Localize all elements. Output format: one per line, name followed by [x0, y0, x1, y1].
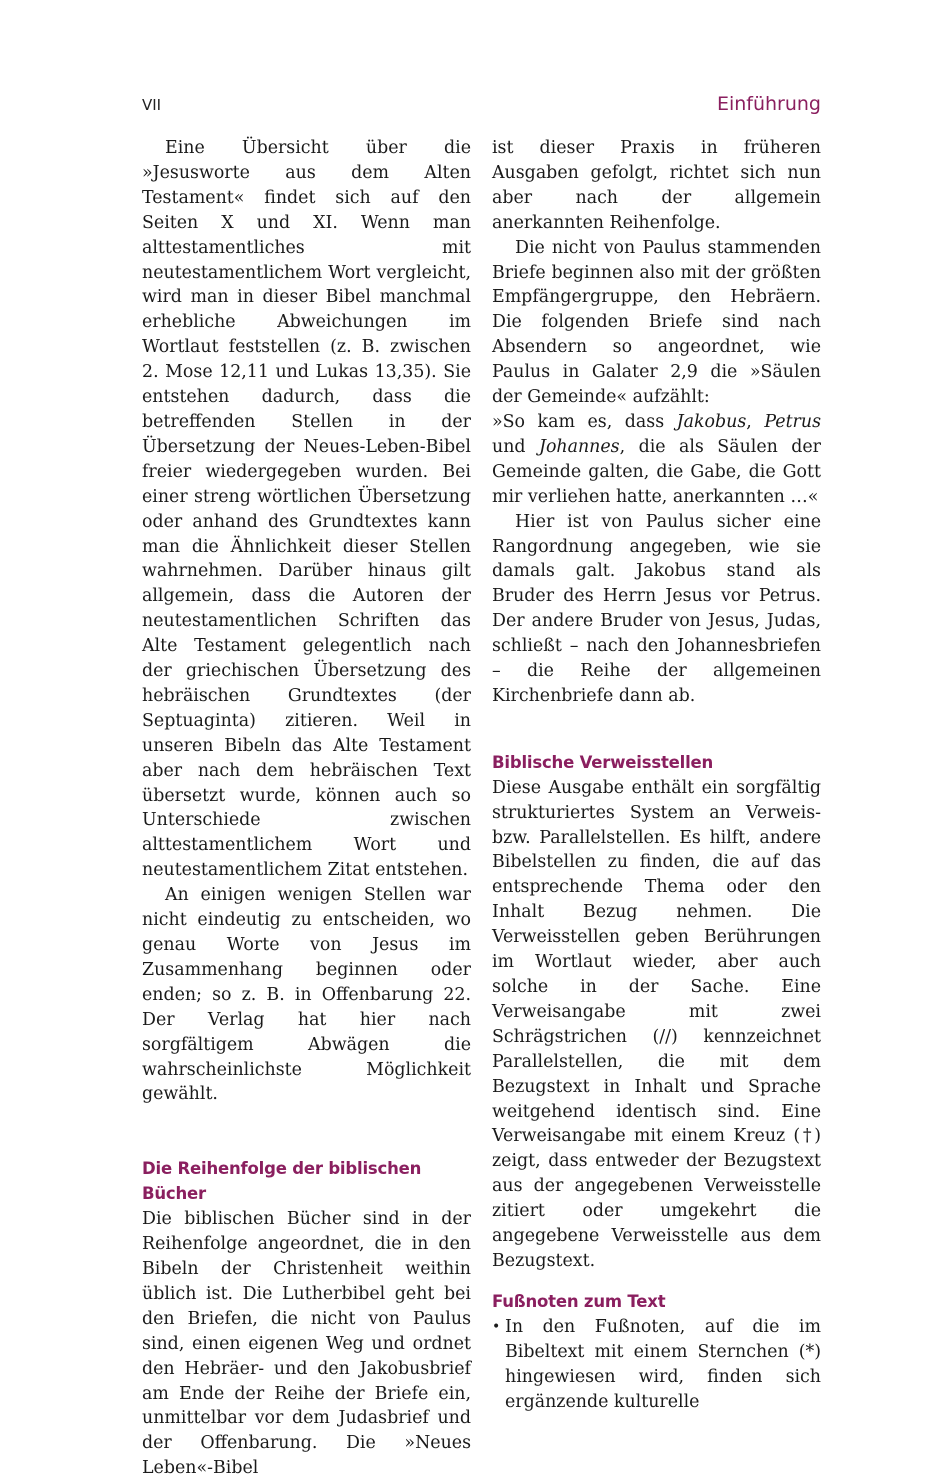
quote-text: , die als Säulen der Gemeinde galten, die Gabe, die Gott mir verliehen hatte, anerkannten …«	[492, 436, 821, 507]
bullet-text: In den Fußnoten, auf die im Bibeltext mit einem Sternchen (*) hingewiesen wird, finden sich ergänzende kulturelle	[505, 1316, 821, 1412]
bullet-mark: •	[492, 1318, 501, 1335]
running-head: Einführung	[716, 93, 821, 115]
section-heading-book-order: Die Reihenfolge der biblischen Bücher	[142, 1159, 422, 1204]
quote-text: »So kam es, dass	[492, 411, 677, 432]
paragraph: An einigen wenigen Stellen war nicht eindeutig zu entscheiden, wo genau Worte von Jesus im Zusammenhang beginnen oder enden; so z. B. in Offenbarung 22. Der Verlag hat hier nach sorgfältigem Abwägen die wahrscheinlichste Möglichkeit gewählt.	[142, 885, 471, 1105]
section-heading-references: Biblische Verweisstellen	[492, 752, 714, 772]
quote-name: Jakobus	[676, 411, 747, 432]
paragraph: Hier ist von Paulus sicher eine Rangordnung angegeben, wie sie damals galt. Jakobus stand als Bruder des Herrn Jesus vor Petrus. Der andere Bruder von Jesus, Judas, schließt – nach den Johannesbriefen – die Reihe der allgemeinen Kirchenbriefe dann ab.	[492, 511, 821, 706]
paragraph: ist dieser Praxis in früheren Ausgaben gefolgt, richtet sich nun aber nach der allgemein anerkannten Reihenfolge.	[492, 138, 821, 233]
paragraph: Die biblischen Bücher sind in der Reihenfolge angeordnet, die in den Bibeln der Christenheit weithin üblich ist. Die Lutherbibel geht bei den Briefen, die nicht von Paulus sind, einen eigenen Weg und ordnet den Hebräer- und den Jakobusbrief am Ende der Reihe der Briefe ein, unmittelbar vor dem Judasbrief und der Offenbarung. Die »Neues Leben«-Bibel	[142, 1209, 471, 1479]
list-item	[492, 1315, 821, 1415]
paragraph: Eine Übersicht über die »Jesusworte aus dem Alten Testament« findet sich auf den Seiten X und XI. Wenn man alttestamentliches mit neutestamentlichem Wort vergleicht, wird man in dieser Bibel manchmal erhebliche Abweichungen im Wortlaut feststellen (z. B. zwischen 2. Mose 12,11 und Lukas 13,35). Sie entstehen dadurch, dass die betreffenden Stellen in der Übersetzung der Neues-Leben-Bibel freier wiedergegeben wurden. Bei einer streng wörtlichen Übersetzung oder anhand des Grundtextes kann man die Ähnlichkeit dieser Stellen wahrnehmen. Darüber hinaus gilt allgemein, dass die Autoren der neutestamentlichen Schriften das Alte Testament gelegentlich nach der griechischen Übersetzung des hebräischen Grundtextes (der Septuaginta) zitieren. Weil in unseren Bibeln das Alte Testament aber nach dem hebräischen Text übersetzt wurde, können auch so Unterschiede zwischen alttestamentlichem Wort und neutestamentlichem Zitat entstehen.	[142, 138, 471, 881]
quote-name: Petrus	[764, 411, 821, 432]
left-column	[142, 136, 471, 1481]
quote-text: ,	[746, 411, 765, 432]
paragraph: Diese Ausgabe enthält ein sorgfältig strukturiertes System an Verweis- bzw. Parallelstellen. Es hilft, andere Bibelstellen zu finden, die auf das entsprechende Thema oder den Inhalt Bezug nehmen. Die Verweisstellen geben Berührungen im Wortlaut wieder, aber auch solche in der Sache. Eine Verweisangabe mit zwei Schrägstrichen (//) kennzeichnet Parallelstellen, die mit dem Bezugstext in Inhalt und Sprache weitgehend identisch sind. Eine Verweisangabe mit einem Kreuz (†) zeigt, dass entweder der Bezugstext aus der angegebenen Verweisstelle zitiert oder umgekehrt die angegebene Verweisstelle aus dem Bezugstext.	[492, 777, 821, 1271]
right-column	[492, 136, 821, 1414]
quote-paragraph	[492, 410, 821, 510]
section-heading-footnotes: Fußnoten zum Text	[492, 1291, 666, 1311]
page-number: VII	[142, 96, 162, 114]
paragraph: Die nicht von Paulus stammenden Briefe beginnen also mit der größten Empfängergruppe, den Hebräern. Die folgenden Briefe sind nach Absendern so angeordnet, wie Paulus in Galater 2,9 die »Säulen der Gemeinde« aufzählt:	[492, 237, 821, 408]
quote-name: Johannes	[538, 436, 620, 457]
quote-text: und	[492, 436, 539, 457]
